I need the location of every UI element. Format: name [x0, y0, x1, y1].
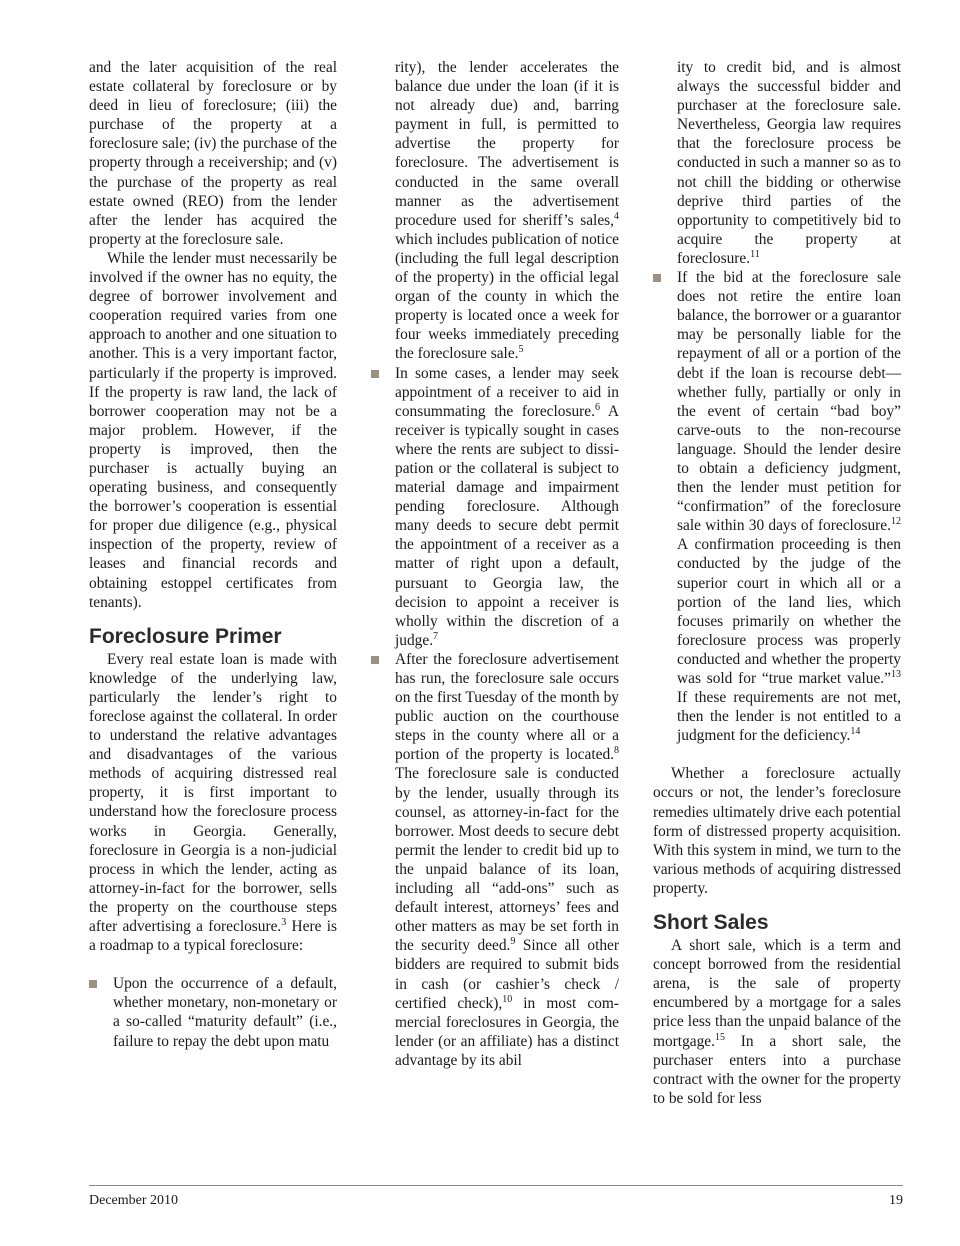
paragraph: Every real estate loan is made with knowledge of the underlying law, particularly the lender’s right to foreclose against the collateral. In order to understand the relative advantages and disadvantages of the various methods of acquiring distressed real property, it is first important to understand how the foreclosure process works in Georgia. Generally, foreclosure in Georgia is a non-judicial process in which the lender, acting as attorney-in-fact for the borrower, sells the property on the courthouse steps after advertising a foreclosure.$^3$ Here is a roadmap to a typical foreclosure:: [89, 650, 337, 955]
section-heading: Short Sales: [653, 911, 769, 935]
bullet-square-icon: [653, 274, 661, 282]
bullet-square-icon: [89, 980, 97, 988]
paragraph: Whether a foreclosure actually occurs or not, the lender’s foreclosure remedies ultimately drive each potential form of distressed property acquisition. With this system in mind, we turn to the various methods of acquiring distressed property.: [653, 765, 901, 897]
bullet-square-icon: [371, 656, 379, 664]
footer-rule: [89, 1185, 903, 1186]
column-3: [653, 58, 901, 1108]
paragraph: A short sale, which is a term and concept borrowed from the residential arena, is the sale of property encumbered by a mortgage for a sales price less than the unpaid balance of the mortgage.$^{15}$ In a short sale, the purchaser enters into a purchase contract with the owner for the property to be sold for less: [653, 937, 901, 1107]
bullet-item: In some cases, a lender may seek appointment of a receiver to aid in consummating the foreclosure.$^6$ A receiver is typically sought in cases where the rents are subject to dissipation or the collateral is subject to material damage and impairment pending foreclosure. Although many deeds to secure debt permit the appointment of a receiver as a matter of right upon a default, pursuant to Georgia law, the decision to appoint a receiver is wholly within the discretion of a judge.$^7$: [371, 364, 619, 650]
column-2: [371, 58, 619, 1070]
paragraph: and the later acquisition of the real estate collateral by foreclosure or by deed in lieu of foreclosure; (iii) the purchase of the property at a foreclosure sale; (iv) the purchase of the property through a receivership; and (v) the purchase of the property as real estate owned (REO) from the lender after the lender has acquired the property at the foreclosure sale.: [89, 59, 337, 248]
page-number: 19: [889, 1193, 903, 1208]
bullet-item: Upon the occurrence of a default, whether monetary, non-monetary or a so-called “maturity default” (i.e., failure to repay the debt upon matu: [89, 974, 337, 1050]
paragraph: ity to credit bid, and is almost always the successful bidder and purchaser at the foreclosure sale. Nevertheless, Georgia law requires that the foreclosure process be conducted in such a manner so as to not chill the bidding or otherwise deprive third parties of the opportunity to competitively bid to acquire the property at foreclosure.$^{11}$: [677, 59, 901, 267]
footer-date: December 2010: [89, 1193, 179, 1208]
section-heading: Foreclosure Primer: [89, 624, 282, 648]
bullet-item: If the bid at the foreclosure sale does not retire the entire loan balance, the borrower or a guarantor may be personally liable for the repayment of all or a portion of the debt if the loan is recourse debt—whether fully, partially or only in the event of certain “bad boy” carve-outs to the non-recourse language. Should the lender desire to obtain a deficiency judgment, then the lender must petition for “confirmation” of the foreclosure sale within 30 days of foreclosure.$^{12}$ A confirmation proceeding is then conducted by the judge of the superior court in which all or a portion of the land lies, which focuses primarily on whether the foreclosure process was properly conducted and whether the property was sold for “true market value.”$^{13}$ If these requirements are not met, then the lender is not entitled to a judgment for the deficiency.$^{14}$: [653, 268, 901, 745]
bullet-item: After the foreclosure advertisement has run, the foreclosure sale occurs on the first Tuesday of the month by public auction on the courthouse steps in the county where all or a portion of the property is located.$^8$ The foreclosure sale is conducted by the lender, usually through its counsel, as attorney-in-fact for the borrower. Most deeds to secure debt permit the lender to credit bid up to the unpaid balance of its loan, including all “add-ons” such as default interest, attorneys’ fees and other matters as may be set forth in the security deed.$^9$ Since all other bidders are required to submit bids in cash (or cashier’s check / certified check),$^{10}$ in most commercial foreclosures in Georgia, the lender (or an affiliate) has a distinct advantage by its abil: [371, 650, 619, 1070]
column-1: [89, 58, 337, 1051]
paragraph: While the lender must necessarily be involved if the owner has no equity, the degree of borrower involvement and cooperation required varies from one approach to another and one situation to another. This is a very important factor, particularly if the property is improved. If the property is raw land, the lack of borrower cooperation may not be a major problem. However, if the property is improved, then the purchaser is actually buying an operating business, and consequently the borrower’s cooperation is essential for proper due diligence (e.g., physical inspection of the property, review of leases and financial records and obtaining estoppel certificates from tenants).: [89, 249, 337, 611]
paragraph: rity), the lender accelerates the balance due under the loan (if it is not already due) and, barring payment in full, is permitted to advertise the property for foreclosure. The advertisement is conducted in the same overall manner as the advertisement procedure used for sheriff’s sales,$^4$ which includes publication of notice (including the full legal description of the property) in the official legal organ of the county in which the property is located once a week for four weeks immediately preceding the foreclosure sale.$^5$: [395, 59, 619, 363]
bullet-square-icon: [371, 370, 379, 378]
